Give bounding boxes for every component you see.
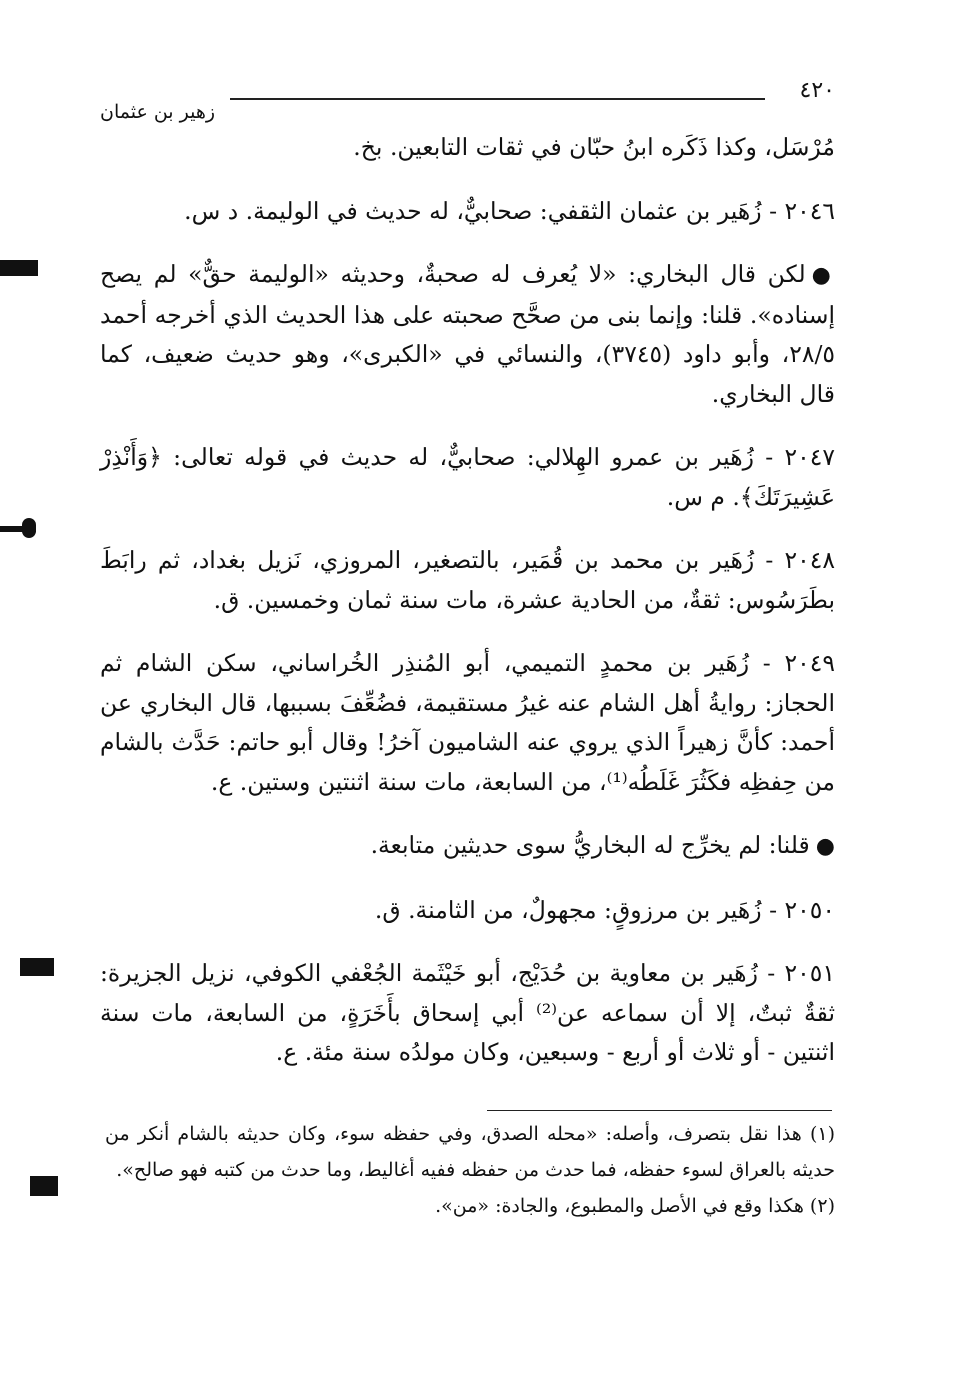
scan-mark-4 [20,958,54,976]
footnote-1: (١) هذا نقل بتصرف، وأصله: «محله الصدق، وفي حفظه سوء، وكان حديثه بالشام أنكر من حديثه بالعراق لسوء حفظه، فما حدث من حفظه ففيه أغاليط، وما حدث من كتبه فهو صالح». [105,1123,835,1181]
page-number: ٤٢٠ [799,78,835,103]
header-rule [230,98,765,100]
note-text: لكن قال البخاري: «لا يُعرف له صحبةٌ، وحديثه «الوليمة حقٌّ» لم يصح إسناده». قلنا: وإنما بنى من صحَّح صحبته على هذا الحديث الذي أخرجه أحمد ٢٨/٥، وأبو داود (٣٧٤٥)، والنسائي في «الكبرى»، وهو حديث ضعيف، كما قال البخاري. [100,260,835,408]
entry-2046: ٢٠٤٦ - زُهَير بن عثمان الثقفي: صحابيٌّ، له حديث في الوليمة. د س. [184,196,835,225]
entry-2049: ٢٠٤٩ - زُهَير بن محمدٍ التميمي، أبو المُنذِر الخُراساني، سكن الشام ثم الحجاز: روايةُ أهل الشام عنه غيرُ مستقيمة، فضُعِّفَ بسببها، قال البخاري عن أحمد: كأنَّ زهيراً الذي يروي عنه الشاميون آخرُ! وقال أبو حاتم: حَدَّث بالشام من حِفظِه فكَثُرَ غَلَطُه⁽¹⁾، من السابعة، مات سنة اثنتين وستين. ع. [100,649,835,796]
entry-2047: ٢٠٤٧ - زُهَير بن عمرو الهِلالي: صحابيٌّ، له حديث في قوله تعالى: ﴿وَأَنْذِرْ عَشِيرَتَكَ﴾. م س. [100,443,835,511]
bullet-icon: ● [815,834,835,859]
running-head: زهير بن عثمان [100,101,216,123]
footnotes [105,1116,835,1224]
scan-mark-5 [30,1176,58,1196]
footnote-rule [487,1110,832,1111]
note-text-2: قلنا: لم يخرِّج له البخاريُّ سوى حديثين متابعة. [370,831,810,859]
main-text [100,128,835,1073]
note-paragraph [100,255,835,414]
entry-2048: ٢٠٤٨ - زُهَير بن محمد بن قُمَير، بالتصغير، المروزي، نَزيل بغداد، ثم رابَطَ بطَرَسُوس: ثقةٌ، من الحادية عشرة، مات سنة ثمان وخمسين. ق. [100,546,835,614]
scan-mark-3 [22,518,36,538]
entry-2051: ٢٠٥١ - زُهَير بن معاوية بن حُدَيْج، أبو خَيْثَمة الجُعْفي الكوفي، نزيل الجزيرة: ثقةٌ ثبتٌ، إلا أن سماعه عن⁽²⁾ أبي إسحاق بأَخَرَةٍ، من السابعة، مات سنة اثنتين - أو ثلاث أو أربع - وسبعين، وكان مولدُه سنة مئة. ع. [100,959,835,1066]
paragraph-continuation: مُرْسَل، وكذا ذَكَره ابنُ حبّان في ثقات التابعين. بخ. [353,133,835,161]
entry-2050: ٢٠٥٠ - زُهَير بن مرزوقٍ: مجهولٌ، من الثامنة. ق. [374,895,835,924]
footnote-2: (٢) هكذا وقع في الأصل والمطبوع، والجادة: «من». [435,1195,835,1217]
bullet-icon: ● [811,263,835,288]
page-header [100,78,835,128]
scan-mark-1 [0,260,38,276]
note-paragraph-2 [100,826,835,867]
